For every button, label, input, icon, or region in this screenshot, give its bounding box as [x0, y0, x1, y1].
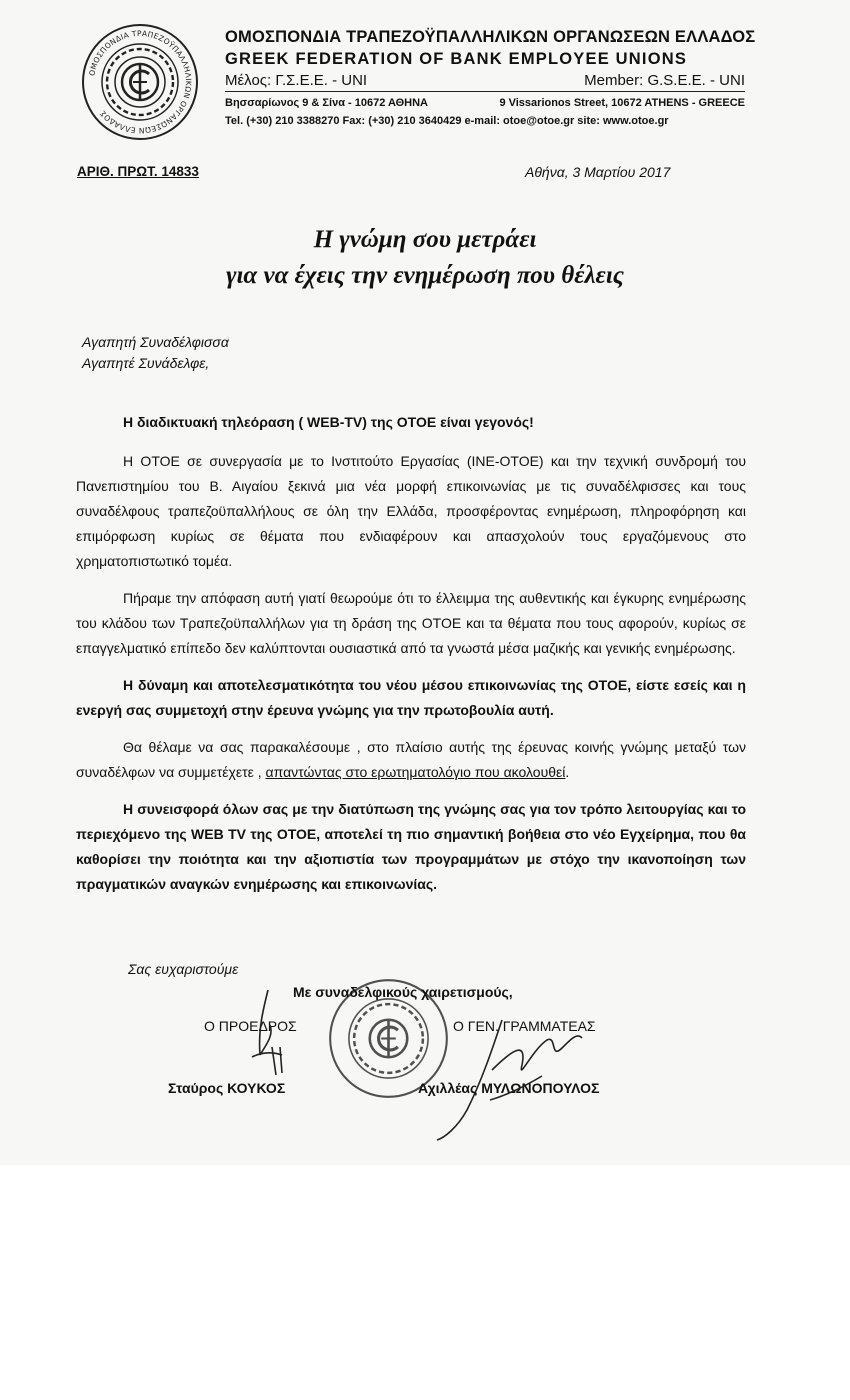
membership-line [225, 72, 745, 92]
secretary-name: Αχιλλέας ΜΥΛΩΝΟΠΟΥΛΟΣ [418, 1080, 600, 1096]
letter-title [0, 222, 850, 294]
closing-line: Με συναδελφικούς χαιρετισμούς, [293, 984, 513, 1000]
protocol-number: ΑΡΙΘ. ΠΡΩΤ. 14833 [77, 164, 199, 179]
paragraph-4 [76, 735, 746, 785]
greeting [82, 332, 229, 374]
address-greek: Βησσαρίωνος 9 & Σίνα - 10672 ΑΘΗΝΑ [225, 97, 429, 109]
otoe-seal-logo [80, 22, 200, 142]
greeting-line-2: Αγαπητέ Συνάδελφε, [82, 355, 210, 371]
paragraph-4-lead: Θα θέλαμε να σας παρακαλέσουμε , στο πλαίσιο αυτής της έρευνας κοινής γνώμης μεταξύ των συναδέλφων να συμμετέχετε , [76, 739, 746, 780]
member-english: Member: G.S.E.E. - UNI [584, 72, 745, 89]
paragraph-5: Η συνεισφορά όλων σας με την διατύπωση της γνώμης σας για τον τρόπο λειτουργίας και το περιεχόμενο της WEB TV της ΟΤΟΕ, αποτελεί τη πιο σημαντική βοήθεια στο νέο Εγχείρημα, που θα καθορίσει την ποιότητα και την αξιοπιστία των προγραμμάτων με στόχο την ικανοποίηση των πραγματικών αναγκών ενημέρωσης και επικοινωνίας. [76, 801, 746, 892]
greeting-line-1: Αγαπητή Συναδέλφισσα [82, 334, 229, 350]
paragraph-1: Η ΟΤΟΕ σε συνεργασία με το Ινστιτούτο Εργασίας (ΙΝΕ-ΟΤΟΕ) και την τεχνική συνδρομή του Πανεπιστημίου του Β. Αιγαίου ξεκινά μια νέα μορφή επικοινωνίας με τις συναδέλφισσες και τους συναδέλφους τραπεζοϋπαλλήλους σε όλη την Ελλάδα, προσφέροντας ενημέρωση, πληροφόρηση και επιμόρφωση κυρίως σε θέματα που ενδιαφέρουν και απασχολούν τους εργαζόμενους στο χρηματοπιστωτικό τομέα. [76, 453, 746, 569]
address-english: 9 Vissarionos Street, 10672 ATHENS - GREECE [499, 97, 745, 109]
title-line-2: για να έχεις την ενημέρωση που θέλεις [226, 262, 624, 289]
address-line [225, 97, 745, 109]
secretary-role: Ο ΓΕΝ. ΓΡΑΜΜΑΤΕΑΣ [453, 1018, 596, 1034]
title-line-1: Η γνώμη σου μετράει [313, 226, 537, 253]
org-name-english: GREEK FEDERATION OF BANK EMPLOYEE UNIONS [225, 50, 688, 68]
contact-line: Tel. (+30) 210 3388270 Fax: (+30) 210 3640429 e-mail: otoe@otoe.gr site: www.otoe.gr [225, 115, 669, 127]
paragraph-4-end: . [565, 764, 570, 780]
svg-text:ΟΜΟΣΠΟΝΔΙΑ ΤΡΑΠΕΖΟΫΠΑΛΛΗΛΙΚΩΝ: ΟΜΟΣΠΟΝΔΙΑ ΤΡΑΠΕΖΟΫΠΑΛΛΗΛΙΚΩΝ ΟΡΓΑΝΩΣΕΩΝ ΕΛΛΑΔΟΣ [87, 28, 194, 136]
letter-body [76, 410, 746, 909]
president-name: Σταύρος ΚΟΥΚΟΣ [168, 1080, 286, 1096]
headline-paragraph: Η διαδικτυακή τηλεόραση ( WEB-TV) της ΟΤΟΕ είναι γεγονός! [123, 414, 534, 430]
thanks-line: Σας ευχαριστούμε [128, 961, 239, 977]
org-name-greek: ΟΜΟΣΠΟΝΔΙΑ ΤΡΑΠΕΖΟΫΠΑΛΛΗΛΙΚΩΝ ΟΡΓΑΝΩΣΕΩΝ ΕΛΛΑΔΟΣ [225, 28, 756, 46]
member-greek: Μέλος: Γ.Σ.Ε.Ε. - UNI [225, 72, 368, 89]
letter-date: Αθήνα, 3 Μαρτίου 2017 [525, 164, 671, 180]
president-role: Ο ΠΡΟΕΔΡΟΣ [204, 1018, 297, 1034]
questionnaire-link[interactable]: απαντώντας στο ερωτηματολόγιο που ακολουθεί [265, 764, 566, 780]
paragraph-2: Πήραμε την απόφαση αυτή γιατί θεωρούμε ότι το έλλειμμα της αυθεντικής και έγκυρης ενημέρωσης του κλάδου των Τραπεζοϋπαλλήλων για τη δράση της ΟΤΟΕ και τα θέματα που τους αφορούν, κυρίως σε επαγγελματικό επίπεδο δεν καλύπτονται ουσιαστικά από τα γνωστά μέσα μαζικής και γενικής ενημέρωσης. [76, 590, 746, 656]
paragraph-3: Η δύναμη και αποτελεσματικότητα του νέου μέσου επικοινωνίας της ΟΤΟΕ, είστε εσείς και η ενεργή σας συμμετοχή στην έρευνα γνώμης για την πρωτοβουλία αυτή. [76, 677, 746, 718]
page-bottom-margin [0, 1165, 850, 1400]
letterhead [225, 28, 756, 127]
